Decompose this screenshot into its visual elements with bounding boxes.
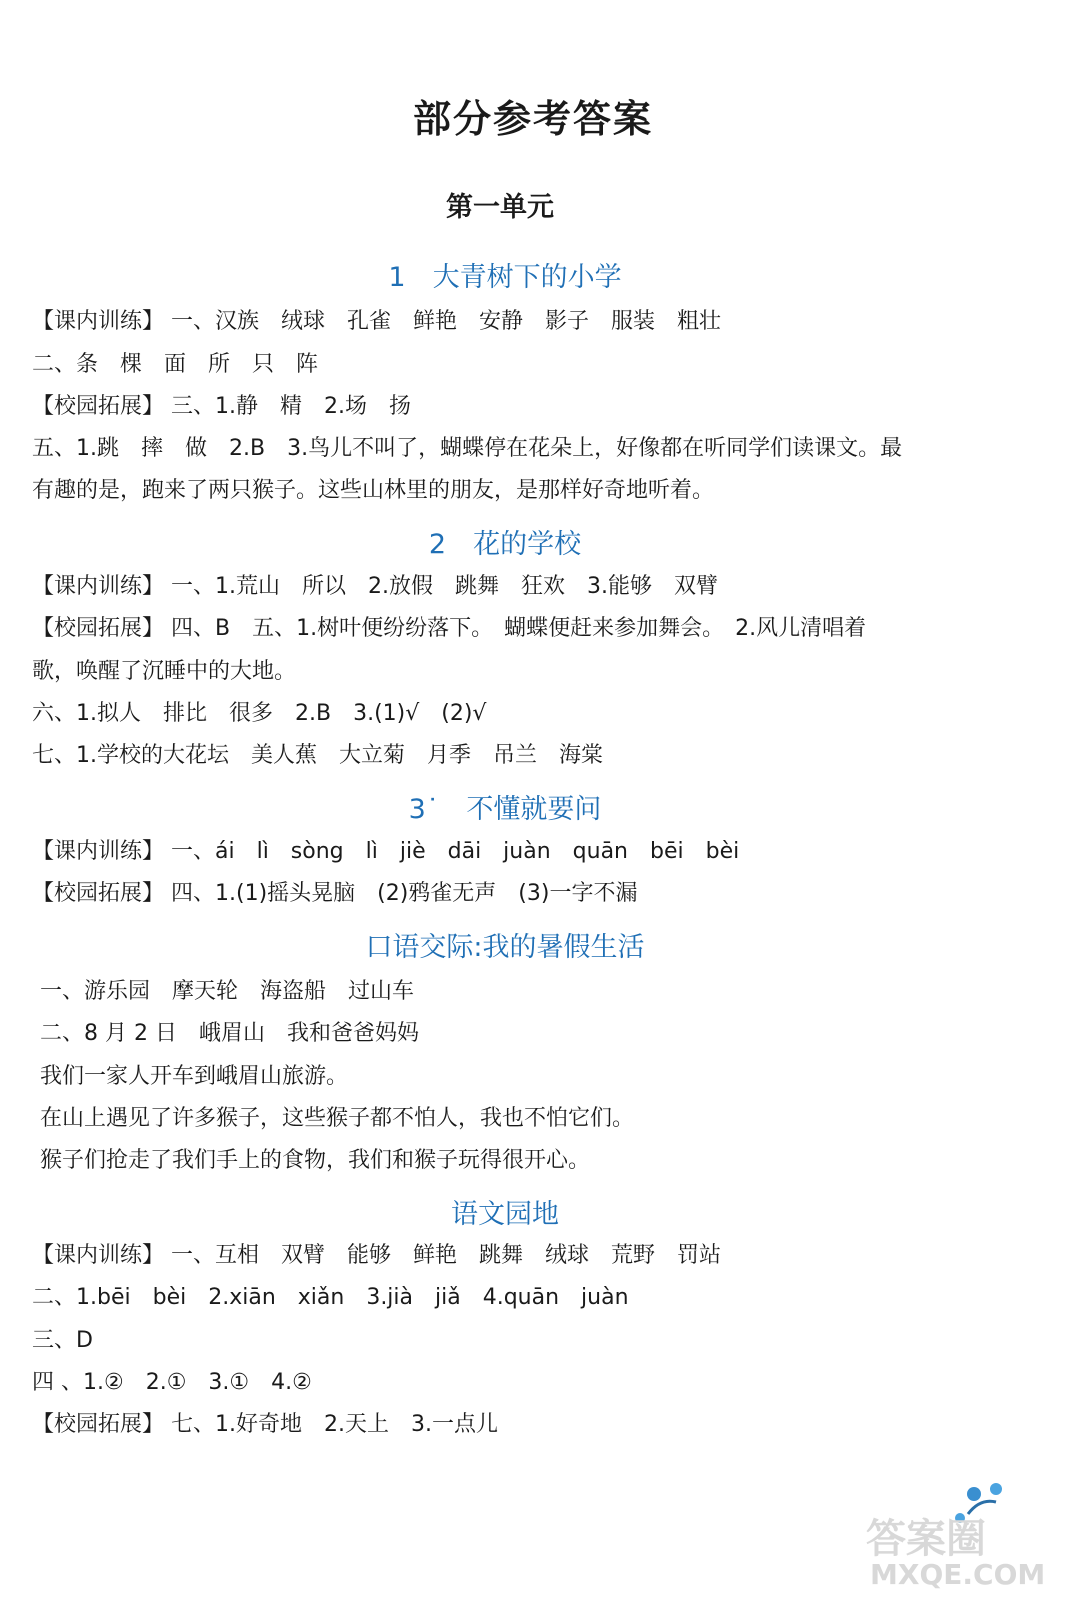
section-title-5: 语文园地 <box>451 1199 559 1230</box>
answer-line: 猴子们抢走了我们手上的食物，我们和猴子玩得很开心。 <box>40 1148 591 1173</box>
page-title: 部分参考答案 <box>412 97 653 141</box>
answer-line: 五、1.跳 摔 做 2.B 3.鸟儿不叫了，蝴蝶停在花朵上，好像都在听同学们读课文。最 <box>32 436 903 461</box>
answer-line: 二、8 月 2 日 峨眉山 我和爸爸妈妈 <box>40 1021 419 1046</box>
answer-line: 【课内训练】 一、1.荒山 所以 2.放假 跳舞 狂欢 3.能够 双臂 <box>32 574 718 599</box>
watermark-text: 答案圈 <box>866 1516 986 1562</box>
answer-line: 【校园拓展】 四、1.(1)摇头晃脑 (2)鸦雀无声 (3)一字不漏 <box>32 881 638 906</box>
answer-line: 我们一家人开车到峨眉山旅游。 <box>40 1064 349 1089</box>
answer-line: 六、1.拟人 排比 很多 2.B 3.(1)√ (2)√ <box>32 701 487 726</box>
answer-line: 【课内训练】 一、互相 双臂 能够 鲜艳 跳舞 绒球 荒野 罚站 <box>32 1243 721 1268</box>
answer-line: 二、1.bēi bèi 2.xiān xiǎn 3.jià jiǎ 4.quān juàn <box>32 1285 629 1310</box>
answer-line: 【课内训练】 一、汉族 绒球 孔雀 鲜艳 安静 影子 服装 粗壮 <box>32 309 721 334</box>
section-title-3: 3˙ 不懂就要问 <box>408 794 602 825</box>
answer-line: 【课内训练】 一、ái lì sòng lì jiè dāi juàn quān bēi bèi <box>32 839 740 864</box>
answer-line: 四 、1.② 2.① 3.① 4.② <box>32 1370 312 1395</box>
unit-title: 第一单元 <box>446 192 554 223</box>
answer-line: 在山上遇见了许多猴子，这些猴子都不怕人，我也不怕它们。 <box>40 1106 635 1131</box>
answer-line: 有趣的是，跑来了两只猴子。这些山林里的朋友，是那样好奇地听着。 <box>32 478 715 503</box>
section-title-1: 1 大青树下的小学 <box>388 262 622 293</box>
answer-line: 歌，唤醒了沉睡中的大地。 <box>32 659 297 684</box>
watermark-url: MXQE.COM <box>870 1558 1046 1590</box>
answer-line: 七、1.学校的大花坛 美人蕉 大立菊 月季 吊兰 海棠 <box>32 743 603 768</box>
answer-line: 【校园拓展】 四、B 五、1.树叶便纷纷落下。 蝴蝶便赶来参加舞会。 2.风儿清唱着 <box>32 616 867 641</box>
watermark-logo <box>856 1480 1046 1590</box>
leaf-icon <box>856 1480 1046 1590</box>
answer-line: 一、游乐园 摩天轮 海盗船 过山车 <box>40 979 415 1004</box>
answer-line: 三、D <box>32 1328 93 1353</box>
answer-line: 二、条 棵 面 所 只 阵 <box>32 352 319 377</box>
section-title-4: 口语交际:我的暑假生活 <box>365 932 645 963</box>
answer-line: 【校园拓展】 七、1.好奇地 2.天上 3.一点儿 <box>32 1412 498 1437</box>
answer-line: 【校园拓展】 三、1.静 精 2.场 扬 <box>32 394 411 419</box>
section-title-2: 2 花的学校 <box>428 529 582 560</box>
